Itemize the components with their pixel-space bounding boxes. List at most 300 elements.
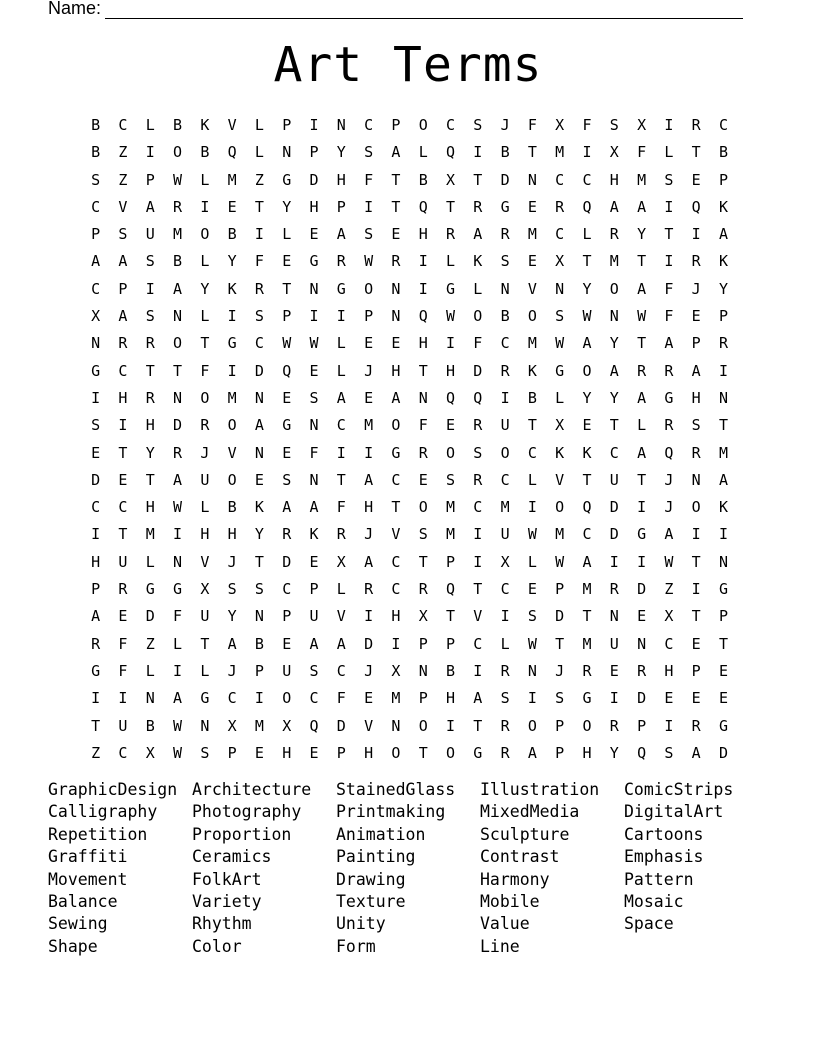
grid-letter: H xyxy=(145,416,155,435)
grid-letter: U xyxy=(200,470,210,489)
grid-letter: L xyxy=(500,634,510,653)
grid-letter: D xyxy=(637,580,647,599)
grid-letter: N xyxy=(309,470,319,489)
grid-letter: X xyxy=(500,552,510,571)
grid-letter: L xyxy=(336,361,346,380)
grid-letter: G xyxy=(91,661,101,680)
word-list-item: Sculpture xyxy=(480,824,570,844)
grid-letter: L xyxy=(200,307,210,326)
grid-letter: L xyxy=(200,498,210,517)
grid-letter: M xyxy=(555,143,565,162)
grid-letter: M xyxy=(227,170,237,189)
grid-letter: I xyxy=(118,416,128,435)
grid-letter: R xyxy=(173,443,183,462)
grid-letter: M xyxy=(145,525,155,544)
word-list-item: Animation xyxy=(336,824,426,844)
grid-letter: R xyxy=(500,361,510,380)
grid-letter: F xyxy=(173,607,183,626)
grid-letter: A xyxy=(309,498,319,517)
grid-row xyxy=(82,494,738,521)
grid-letter: Y xyxy=(227,607,237,626)
grid-letter: C xyxy=(391,470,401,489)
grid-letter: I xyxy=(500,388,510,407)
grid-letter: U xyxy=(145,225,155,244)
grid-letter: F xyxy=(664,279,674,298)
grid-letter: Y xyxy=(227,252,237,271)
grid-letter: P xyxy=(227,743,237,762)
grid-letter: Q xyxy=(582,197,592,216)
grid-letter: G xyxy=(200,689,210,708)
grid-letter: E xyxy=(664,689,674,708)
grid-letter: N xyxy=(309,279,319,298)
grid-letter: C xyxy=(254,334,264,353)
grid-letter: F xyxy=(254,252,264,271)
grid-letter: S xyxy=(254,580,264,599)
grid-letter: A xyxy=(227,634,237,653)
grid-letter: J xyxy=(691,279,701,298)
grid-letter: H xyxy=(336,170,346,189)
grid-letter: I xyxy=(500,607,510,626)
grid-letter: V xyxy=(336,607,346,626)
grid-letter: I xyxy=(309,116,319,134)
grid-letter: E xyxy=(527,252,537,271)
grid-letter: G xyxy=(282,170,292,189)
grid-letter: N xyxy=(527,170,537,189)
grid-letter: W xyxy=(173,170,183,189)
word-list-item: Form xyxy=(336,936,376,956)
grid-letter: A xyxy=(609,361,619,380)
grid-letter: J xyxy=(364,525,374,544)
grid-letter: N xyxy=(637,634,647,653)
grid-letter: D xyxy=(173,416,183,435)
grid-letter: A xyxy=(91,252,101,271)
grid-letter: Y xyxy=(254,525,264,544)
grid-row xyxy=(82,685,738,712)
grid-letter: X xyxy=(227,716,237,735)
grid-letter: M xyxy=(227,388,237,407)
grid-letter: W xyxy=(555,334,565,353)
grid-letter: E xyxy=(418,470,428,489)
grid-row xyxy=(82,576,738,603)
grid-letter: T xyxy=(418,743,428,762)
grid-letter: N xyxy=(718,552,728,571)
grid-letter: M xyxy=(609,252,619,271)
grid-letter: T xyxy=(527,416,537,435)
grid-letter: D xyxy=(473,361,483,380)
grid-letter: Y xyxy=(336,143,346,162)
grid-letter: E xyxy=(118,607,128,626)
grid-letter: A xyxy=(118,307,128,326)
grid-letter: U xyxy=(609,470,619,489)
grid-letter: P xyxy=(691,661,701,680)
grid-letter: Q xyxy=(309,716,319,735)
grid-letter: L xyxy=(200,170,210,189)
grid-letter: O xyxy=(445,443,456,462)
word-list-item: Color xyxy=(192,936,242,956)
grid-letter: C xyxy=(118,498,128,517)
grid-letter: I xyxy=(473,661,483,680)
grid-letter: P xyxy=(336,197,346,216)
grid-letter: S xyxy=(473,116,483,134)
name-blank-line[interactable] xyxy=(105,1,743,19)
grid-letter: N xyxy=(391,279,401,298)
grid-letter: M xyxy=(391,689,401,708)
grid-letter: I xyxy=(364,607,374,626)
grid-letter: M xyxy=(637,170,647,189)
grid-letter: I xyxy=(336,307,346,326)
grid-letter: N xyxy=(500,279,510,298)
grid-row xyxy=(82,521,738,548)
grid-letter: C xyxy=(282,580,292,599)
grid-letter: A xyxy=(91,607,101,626)
grid-letter: Z xyxy=(664,580,674,599)
grid-letter: E xyxy=(309,552,319,571)
grid-letter: L xyxy=(336,580,346,599)
grid-letter: O xyxy=(391,743,401,762)
grid-letter: I xyxy=(91,525,101,544)
grid-letter: G xyxy=(91,361,101,380)
grid-letter: A xyxy=(173,470,183,489)
grid-letter: N xyxy=(691,470,701,489)
grid-letter: P xyxy=(282,307,292,326)
grid-letter: R xyxy=(664,361,674,380)
grid-letter: C xyxy=(118,116,128,134)
grid-letter: W xyxy=(664,552,674,571)
word-list-item: Painting xyxy=(336,847,416,867)
grid-letter: D xyxy=(500,170,510,189)
grid-letter: I xyxy=(418,279,428,298)
grid-letter: A xyxy=(664,525,674,544)
grid-letter: S xyxy=(145,252,155,271)
grid-letter: S xyxy=(364,143,374,162)
grid-row xyxy=(82,221,738,248)
grid-letter: X xyxy=(445,170,456,189)
grid-letter: S xyxy=(91,416,101,435)
grid-letter: J xyxy=(364,361,374,380)
word-list-item: Graffiti xyxy=(48,847,128,867)
grid-letter: N xyxy=(609,307,619,326)
word-list-item: Unity xyxy=(336,914,386,934)
grid-letter: P xyxy=(418,634,428,653)
grid-letter: S xyxy=(445,470,456,489)
grid-letter: K xyxy=(555,443,565,462)
grid-letter: P xyxy=(91,580,101,599)
grid-letter: E xyxy=(527,197,537,216)
grid-letter: H xyxy=(691,388,701,407)
word-list-item: Texture xyxy=(336,891,406,911)
grid-letter: V xyxy=(118,197,128,216)
grid-letter: A xyxy=(173,689,183,708)
grid-letter: I xyxy=(691,225,701,244)
grid-letter: T xyxy=(254,552,264,571)
grid-letter: P xyxy=(282,607,292,626)
grid-letter: A xyxy=(336,225,346,244)
grid-letter: T xyxy=(718,634,728,653)
grid-letter: R xyxy=(118,580,128,599)
grid-letter: C xyxy=(227,689,237,708)
grid-row xyxy=(82,358,738,385)
grid-letter: E xyxy=(309,361,319,380)
grid-letter: W xyxy=(309,334,319,353)
grid-letter: L xyxy=(173,634,183,653)
grid-letter: P xyxy=(445,634,456,653)
grid-letter: P xyxy=(555,743,565,762)
grid-letter: C xyxy=(336,661,346,680)
grid-letter: R xyxy=(609,225,619,244)
grid-letter: T xyxy=(718,416,728,435)
grid-letter: C xyxy=(582,170,592,189)
grid-letter: G xyxy=(445,279,456,298)
grid-letter: N xyxy=(254,388,264,407)
grid-letter: R xyxy=(555,197,565,216)
grid-letter: V xyxy=(527,279,537,298)
grid-letter: S xyxy=(691,416,701,435)
grid-letter: M xyxy=(582,634,592,653)
grid-letter: B xyxy=(145,716,155,735)
grid-letter: D xyxy=(364,634,374,653)
grid-letter: B xyxy=(500,143,510,162)
word-list-item: Repetition xyxy=(48,824,148,844)
grid-letter: F xyxy=(336,689,346,708)
grid-letter: I xyxy=(364,443,374,462)
grid-letter: O xyxy=(582,361,592,380)
grid-letter: I xyxy=(527,498,537,517)
grid-letter: T xyxy=(391,170,401,189)
grid-letter: N xyxy=(145,689,155,708)
grid-letter: L xyxy=(582,225,592,244)
grid-letter: C xyxy=(391,580,401,599)
grid-letter: M xyxy=(364,416,374,435)
grid-letter: Z xyxy=(145,634,155,653)
grid-letter: M xyxy=(445,498,456,517)
grid-letter: I xyxy=(637,498,647,517)
grid-letter: K xyxy=(254,498,264,517)
grid-letter: M xyxy=(254,716,264,735)
grid-row xyxy=(82,440,738,467)
grid-letter: R xyxy=(609,716,619,735)
grid-letter: Q xyxy=(445,580,456,599)
grid-letter: I xyxy=(664,716,674,735)
grid-letter: X xyxy=(664,607,674,626)
grid-letter: V xyxy=(555,470,565,489)
grid-letter: B xyxy=(527,388,537,407)
grid-letter: R xyxy=(664,416,674,435)
grid-letter: S xyxy=(145,307,155,326)
grid-letter: Y xyxy=(609,388,619,407)
word-list-item: Ceramics xyxy=(192,847,272,867)
grid-letter: T xyxy=(582,607,592,626)
grid-letter: P xyxy=(336,743,346,762)
grid-letter: T xyxy=(582,252,592,271)
grid-letter: R xyxy=(637,661,647,680)
grid-letter: P xyxy=(254,661,264,680)
grid-letter: D xyxy=(555,607,565,626)
grid-letter: E xyxy=(282,443,292,462)
grid-letter: I xyxy=(473,143,483,162)
word-list-item: Sewing xyxy=(48,914,108,934)
grid-letter: O xyxy=(173,143,183,162)
grid-letter: I xyxy=(609,689,619,708)
grid-letter: T xyxy=(609,416,619,435)
name-field xyxy=(48,0,743,19)
grid-letter: H xyxy=(364,743,374,762)
grid-letter: O xyxy=(200,225,210,244)
grid-letter: T xyxy=(173,361,183,380)
grid-letter: G xyxy=(664,388,674,407)
grid-row xyxy=(82,112,738,139)
grid-letter: C xyxy=(500,580,510,599)
grid-letter: G xyxy=(227,334,237,353)
grid-letter: R xyxy=(691,443,701,462)
grid-letter: H xyxy=(609,170,619,189)
grid-letter: P xyxy=(145,170,155,189)
grid-letter: O xyxy=(500,443,510,462)
grid-letter: T xyxy=(145,361,155,380)
grid-letter: A xyxy=(609,197,619,216)
grid-letter: E xyxy=(309,225,319,244)
grid-letter: R xyxy=(637,361,647,380)
word-list-item: Mobile xyxy=(480,891,540,911)
grid-letter: O xyxy=(473,307,483,326)
grid-letter: G xyxy=(582,689,592,708)
word-list xyxy=(48,779,768,958)
grid-letter: D xyxy=(609,525,619,544)
grid-letter: B xyxy=(227,498,237,517)
grid-letter: L xyxy=(664,143,674,162)
grid-letter: T xyxy=(118,525,128,544)
grid-letter: H xyxy=(145,498,155,517)
grid-letter: I xyxy=(118,689,128,708)
grid-letter: B xyxy=(173,252,183,271)
grid-letter: I xyxy=(664,197,674,216)
grid-letter: E xyxy=(718,661,728,680)
grid-letter: H xyxy=(118,388,128,407)
grid-letter: S xyxy=(91,170,101,189)
grid-letter: R xyxy=(582,661,592,680)
grid-letter: C xyxy=(91,279,101,298)
grid-letter: L xyxy=(200,661,210,680)
grid-letter: U xyxy=(282,661,292,680)
grid-letter: H xyxy=(664,661,674,680)
grid-letter: T xyxy=(391,498,401,517)
grid-letter: C xyxy=(118,361,128,380)
grid-letter: U xyxy=(500,416,510,435)
grid-letter: T xyxy=(445,197,456,216)
word-list-item: Cartoons xyxy=(624,824,704,844)
grid-letter: E xyxy=(391,334,401,353)
grid-letter: S xyxy=(309,661,319,680)
grid-row xyxy=(82,467,738,494)
grid-letter: X xyxy=(145,743,155,762)
grid-letter: I xyxy=(527,689,537,708)
grid-letter: O xyxy=(691,498,701,517)
grid-letter: L xyxy=(445,252,456,271)
grid-letter: A xyxy=(718,470,728,489)
grid-letter: S xyxy=(527,607,537,626)
grid-letter: F xyxy=(200,361,210,380)
grid-letter: P xyxy=(391,116,401,134)
grid-letter: M xyxy=(527,334,537,353)
grid-letter: E xyxy=(364,334,374,353)
grid-letter: P xyxy=(309,143,319,162)
grid-letter: E xyxy=(637,607,647,626)
grid-letter: T xyxy=(691,143,701,162)
grid-letter: Y xyxy=(582,388,592,407)
grid-letter: E xyxy=(691,689,701,708)
grid-letter: L xyxy=(200,252,210,271)
grid-letter: Z xyxy=(118,143,128,162)
grid-letter: T xyxy=(282,279,292,298)
grid-letter: R xyxy=(145,388,155,407)
grid-letter: C xyxy=(664,634,674,653)
grid-letter: W xyxy=(173,498,183,517)
grid-letter: T xyxy=(336,470,346,489)
grid-letter: T xyxy=(118,443,128,462)
grid-letter: H xyxy=(364,498,374,517)
word-list-item: Movement xyxy=(48,869,128,889)
grid-letter: K xyxy=(718,197,728,216)
grid-letter: I xyxy=(91,689,101,708)
grid-letter: E xyxy=(691,634,701,653)
grid-letter: I xyxy=(445,334,456,353)
word-list-item: GraphicDesign xyxy=(48,780,178,799)
grid-letter: P xyxy=(282,116,292,134)
grid-letter: J xyxy=(500,116,510,134)
grid-letter: P xyxy=(555,580,565,599)
grid-letter: A xyxy=(391,143,401,162)
grid-letter: L xyxy=(336,334,346,353)
grid-letter: O xyxy=(609,279,619,298)
word-list-item: Mosaic xyxy=(624,891,684,911)
grid-letter: R xyxy=(500,661,510,680)
grid-letter: I xyxy=(391,634,401,653)
grid-letter: I xyxy=(664,252,674,271)
grid-letter: B xyxy=(200,143,210,162)
word-list-item: Photography xyxy=(192,802,302,822)
grid-letter: S xyxy=(500,252,510,271)
grid-row xyxy=(82,303,738,330)
grid-letter: A xyxy=(637,279,647,298)
grid-letter: C xyxy=(309,689,319,708)
grid-letter: P xyxy=(445,552,456,571)
grid-letter: S xyxy=(664,170,674,189)
grid-letter: S xyxy=(227,580,237,599)
grid-letter: A xyxy=(309,634,319,653)
grid-letter: I xyxy=(473,525,483,544)
grid-letter: F xyxy=(637,143,647,162)
grid-letter: M xyxy=(527,225,537,244)
grid-letter: Q xyxy=(582,498,592,517)
grid-letter: C xyxy=(555,225,565,244)
word-list-item: Contrast xyxy=(480,847,560,867)
grid-letter: O xyxy=(418,498,428,517)
grid-letter: S xyxy=(664,743,674,762)
grid-row xyxy=(82,139,738,166)
grid-letter: A xyxy=(364,552,374,571)
grid-row xyxy=(82,549,738,576)
grid-letter: R xyxy=(691,116,701,134)
grid-letter: W xyxy=(173,716,183,735)
word-list-item: Harmony xyxy=(480,869,550,889)
grid-letter: R xyxy=(609,580,619,599)
grid-letter: C xyxy=(500,334,510,353)
grid-letter: X xyxy=(91,307,101,326)
grid-letter: I xyxy=(582,143,592,162)
grid-letter: X xyxy=(637,116,647,134)
grid-letter: V xyxy=(227,116,237,134)
grid-letter: T xyxy=(664,225,674,244)
grid-letter: X xyxy=(391,661,401,680)
